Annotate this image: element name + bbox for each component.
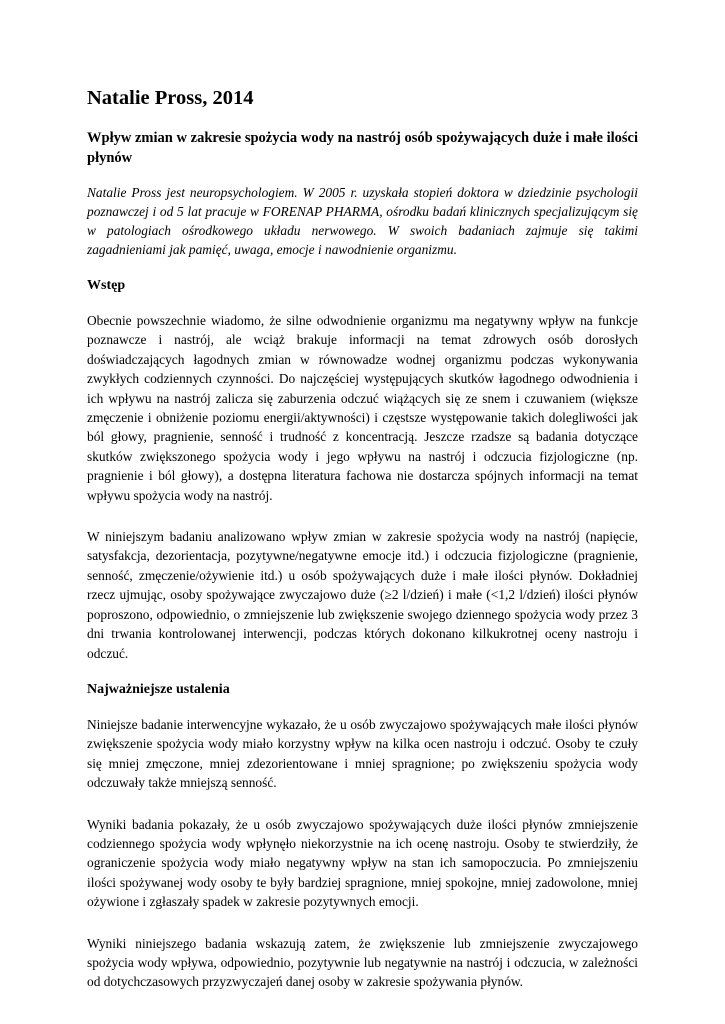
- paragraph: Obecnie powszechnie wiadomo, że silne odwodnienie organizmu ma negatywny wpływ na funkcje poznawcze i nastrój, ale wciąż brakuje informacji na temat zdrowych osób dorosłych doświadczających łagodnych zmian w równowadze wodnej organizmu podczas wykonywania zwykłych codziennych czynności. Do najczęściej występujących skutków łagodnego odwodnienia i ich wpływu na nastrój zalicza się zaburzenia odczuć wiążących się ze snem i czuwaniem (większe zmęczenie i obniżenie poziomu energii/aktywności) i częstsze występowanie takich dolegliwości jak ból głowy, pragnienie, senność i trudność z koncentracją. Jeszcze rzadsze są badania dotyczące skutków zwiększonego spożycia wody i jego wpływu na nastrój i odczucia fizjologiczne (np. pragnienie i ból głowy), a dostępna literatura fachowa nie dostarcza spójnych informacji na temat wpływu spożycia wody na nastrój.: [87, 313, 638, 503]
- author-bio: Natalie Pross jest neuropsychologiem. W 2005 r. uzyskała stopień doktora w dziedzinie psychologii poznawczej i od 5 lat pracuje w FORENAP PHARMA, ośrodku badań klinicznych specjalizującym się w patologiach ośrodkowego układu nerwowego. W swoich badaniach zajmuje się takimi zagadnieniami jak pamięć, uwaga, emocje i nawodnienie organizmu.: [87, 185, 638, 257]
- document-subtitle: Wpływ zmian w zakresie spożycia wody na nastrój osób spożywających duże i małe ilości płynów: [87, 130, 638, 166]
- section-heading-intro: Wstęp: [87, 278, 126, 293]
- paragraph: W niniejszym badaniu analizowano wpływ zmian w zakresie spożycia wody na nastrój (napięcie, satysfakcja, dezorientacja, pozytywne/negatywne emocje itd.) i odczucia fizjologiczne (pragnienie, senność, zmęczenie/ożywienie itd.) u osób spożywających duże i małe ilości płynów. Dokładniej rzecz ujmując, osoby spożywające zwyczajowo duże (≥2 l/dzień) i małe (<1,2 l/dzień) ilości płynów poproszono, odpowiednio, o zmniejszenie lub zwiększenie swojego dziennego spożycia wody przez 3 dni trwania kontrolowanej interwencji, podczas których dokonano kilkukrotnej oceny nastroju i odczuć.: [87, 529, 638, 661]
- paragraph: Niniejsze badanie interwencyjne wykazało, że u osób zwyczajowo spożywających małe ilości płynów zwiększenie spożycia wody miało korzystny wpływ na kilka ocen nastroju i odczuć. Osoby te czuły się mniej zmęczone, mniej zdezorientowane i mniej spragnione; po zwiększeniu spożycia wody odczuwały także mniejszą senność.: [87, 716, 638, 791]
- document-page: [87, 85, 638, 992]
- paragraph: Wyniki niniejszego badania wskazują zatem, że zwiększenie lub zmniejszenie zwyczajowego spożycia wody wpływa, odpowiednio, pozytywnie lub negatywnie na nastrój i odczucia, w zależności od dotychczasowych przyzwyczajeń danej osoby w zakresie spożywania płynów.: [87, 935, 638, 990]
- document-title: Natalie Pross, 2014: [87, 87, 254, 109]
- paragraph: Wyniki badania pokazały, że u osób zwyczajowo spożywających duże ilości płynów zmniejszenie codziennego spożycia wody wpłynęło niekorzystnie na ich ocenę nastroju. Osoby te stwierdziły, że ograniczenie spożycia wody miało negatywny wpływ na stan ich samopoczucia. Po zmniejszeniu ilości spożywanej wody osoby te były bardziej spragnione, mniej spokojne, mniej zadowolone, mniej ożywione i zgłaszały spadek w zakresie pozytywnych emocji.: [87, 816, 638, 910]
- section-heading-findings: Najważniejsze ustalenia: [87, 681, 230, 697]
